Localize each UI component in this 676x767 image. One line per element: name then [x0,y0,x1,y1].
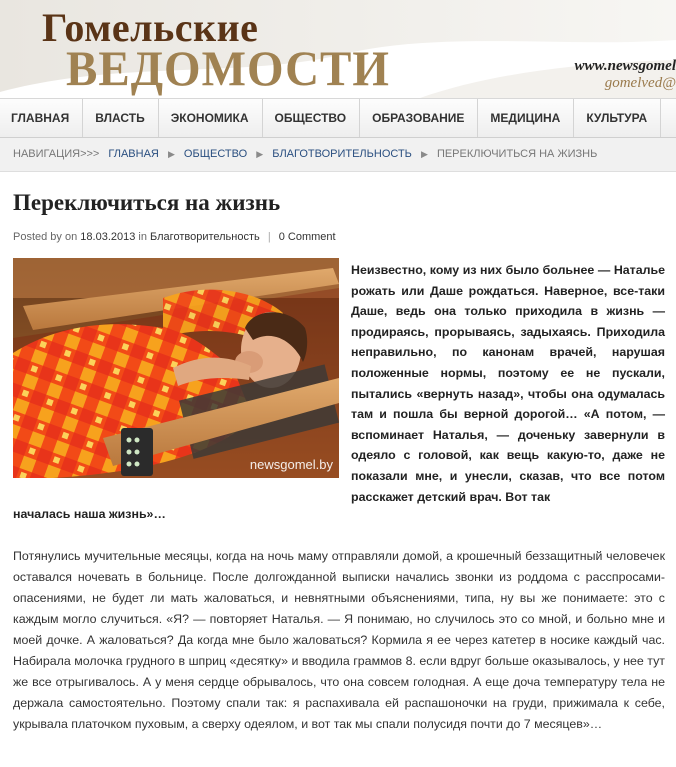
site-header [0,0,676,98]
article-meta [13,231,336,243]
logo-line2[interactable]: ВЕДОМОСТИ [66,41,390,97]
nav-item-culture[interactable]: КУЛЬТУРА [574,99,661,137]
meta-divider: | [267,231,271,243]
nav-item-main[interactable]: ГЛАВНАЯ [0,99,83,137]
article-photo [13,258,339,478]
breadcrumb-society[interactable]: ОБЩЕСТВО [183,148,248,160]
nav-item-power[interactable]: ВЛАСТЬ [83,99,158,137]
photo-illustration [13,258,339,478]
article-lead-tail: началась наша жизнь»… [13,507,166,521]
breadcrumb-separator-icon: ▶ [256,149,264,159]
breadcrumb-label: НАВИГАЦИЯ>>> [13,148,100,160]
meta-posted-by: Posted by [13,231,62,243]
meta-comments-link[interactable]: 0 Comment [278,231,336,243]
nav-item-society[interactable]: ОБЩЕСТВО [263,99,361,137]
photo-watermark: newsgomel.by [249,457,333,472]
logo-line1[interactable]: Гомельские [42,5,259,50]
site-email[interactable]: gomelved@ [604,75,676,91]
breadcrumb-separator-icon: ▶ [167,149,175,159]
article-title: Переключиться на жизнь [13,190,281,215]
meta-category-link[interactable]: Благотворительность [150,231,260,243]
meta-in: in [138,231,147,243]
meta-date: 18.03.2013 [80,231,136,243]
breadcrumb [0,138,676,172]
nav-item-medicine[interactable]: МЕДИЦИНА [478,99,574,137]
breadcrumb-charity[interactable]: БЛАГОТВОРИТЕЛЬНОСТЬ [272,148,412,160]
article-body: Потянулись мучительные месяцы, когда на ночь маму отправляли домой, а крошечный беззащитный человечек оставался ночевать в больнице. После долгожданной выписки начались звонки из роддома с расспросами-опасениями, не будет ли мать жаловаться, и невнятными объяснениями, типа, ну вы же понимаете: это с каждым могло случиться. «Я? — повторяет Наталья. — Я понимаю, но случилось это со мной, и больно мне и моей дочке. А жаловаться? Да когда мне было жаловаться? Кормила я ее через катетер в носике каждый час. Набирала молочка грудного в шприц «десятку» и вводила граммов 8. если вдруг больше оказывалось, у нее тут же все отрыгивалось. А у меня сердце обрывалось, что она совсем голодная. А еще доча температуру тела не держала самостоятельно. Поэтому спали так: я распахивала ей распашоночки на груди, прижимала к себе, укрывала платочком пуховым, а сверху одеялом, и вот так мы спали полусидя почти до 7 месяцев»… [13,549,665,731]
nav-item-economy[interactable]: ЭКОНОМИКА [159,99,263,137]
article-lead: Неизвестно, кому из них было больнее — Наталье рожать или Даше рождаться. Наверное, все-таки Даше, ведь она только приходила в жизнь — продираясь, прорываясь, задыхаясь. Приходила неправильно, по канонам врачей, нарушая положенные нормы, поэтому ее не пускали, пытались «вернуть назад», чтобы она одумалась там и пошла бы верной дорогой… «А потом, — вспоминает Наталья, — доченьку завернули в одеяло с головой, как вещь какую-то, даже не показали мне, и унесли, сказав, что все потом расскажет детский врач. Вот так [351,263,665,504]
site-url[interactable]: www.newsgomel [574,58,676,74]
nav-item-education[interactable]: ОБРАЗОВАНИЕ [360,99,478,137]
breadcrumb-home[interactable]: ГЛАВНАЯ [108,148,159,160]
main-nav [0,98,676,138]
breadcrumb-separator-icon: ▶ [420,149,428,159]
meta-on: on [64,231,78,243]
breadcrumb-current: ПЕРЕКЛЮЧИТЬСЯ НА ЖИЗНЬ [436,148,598,160]
